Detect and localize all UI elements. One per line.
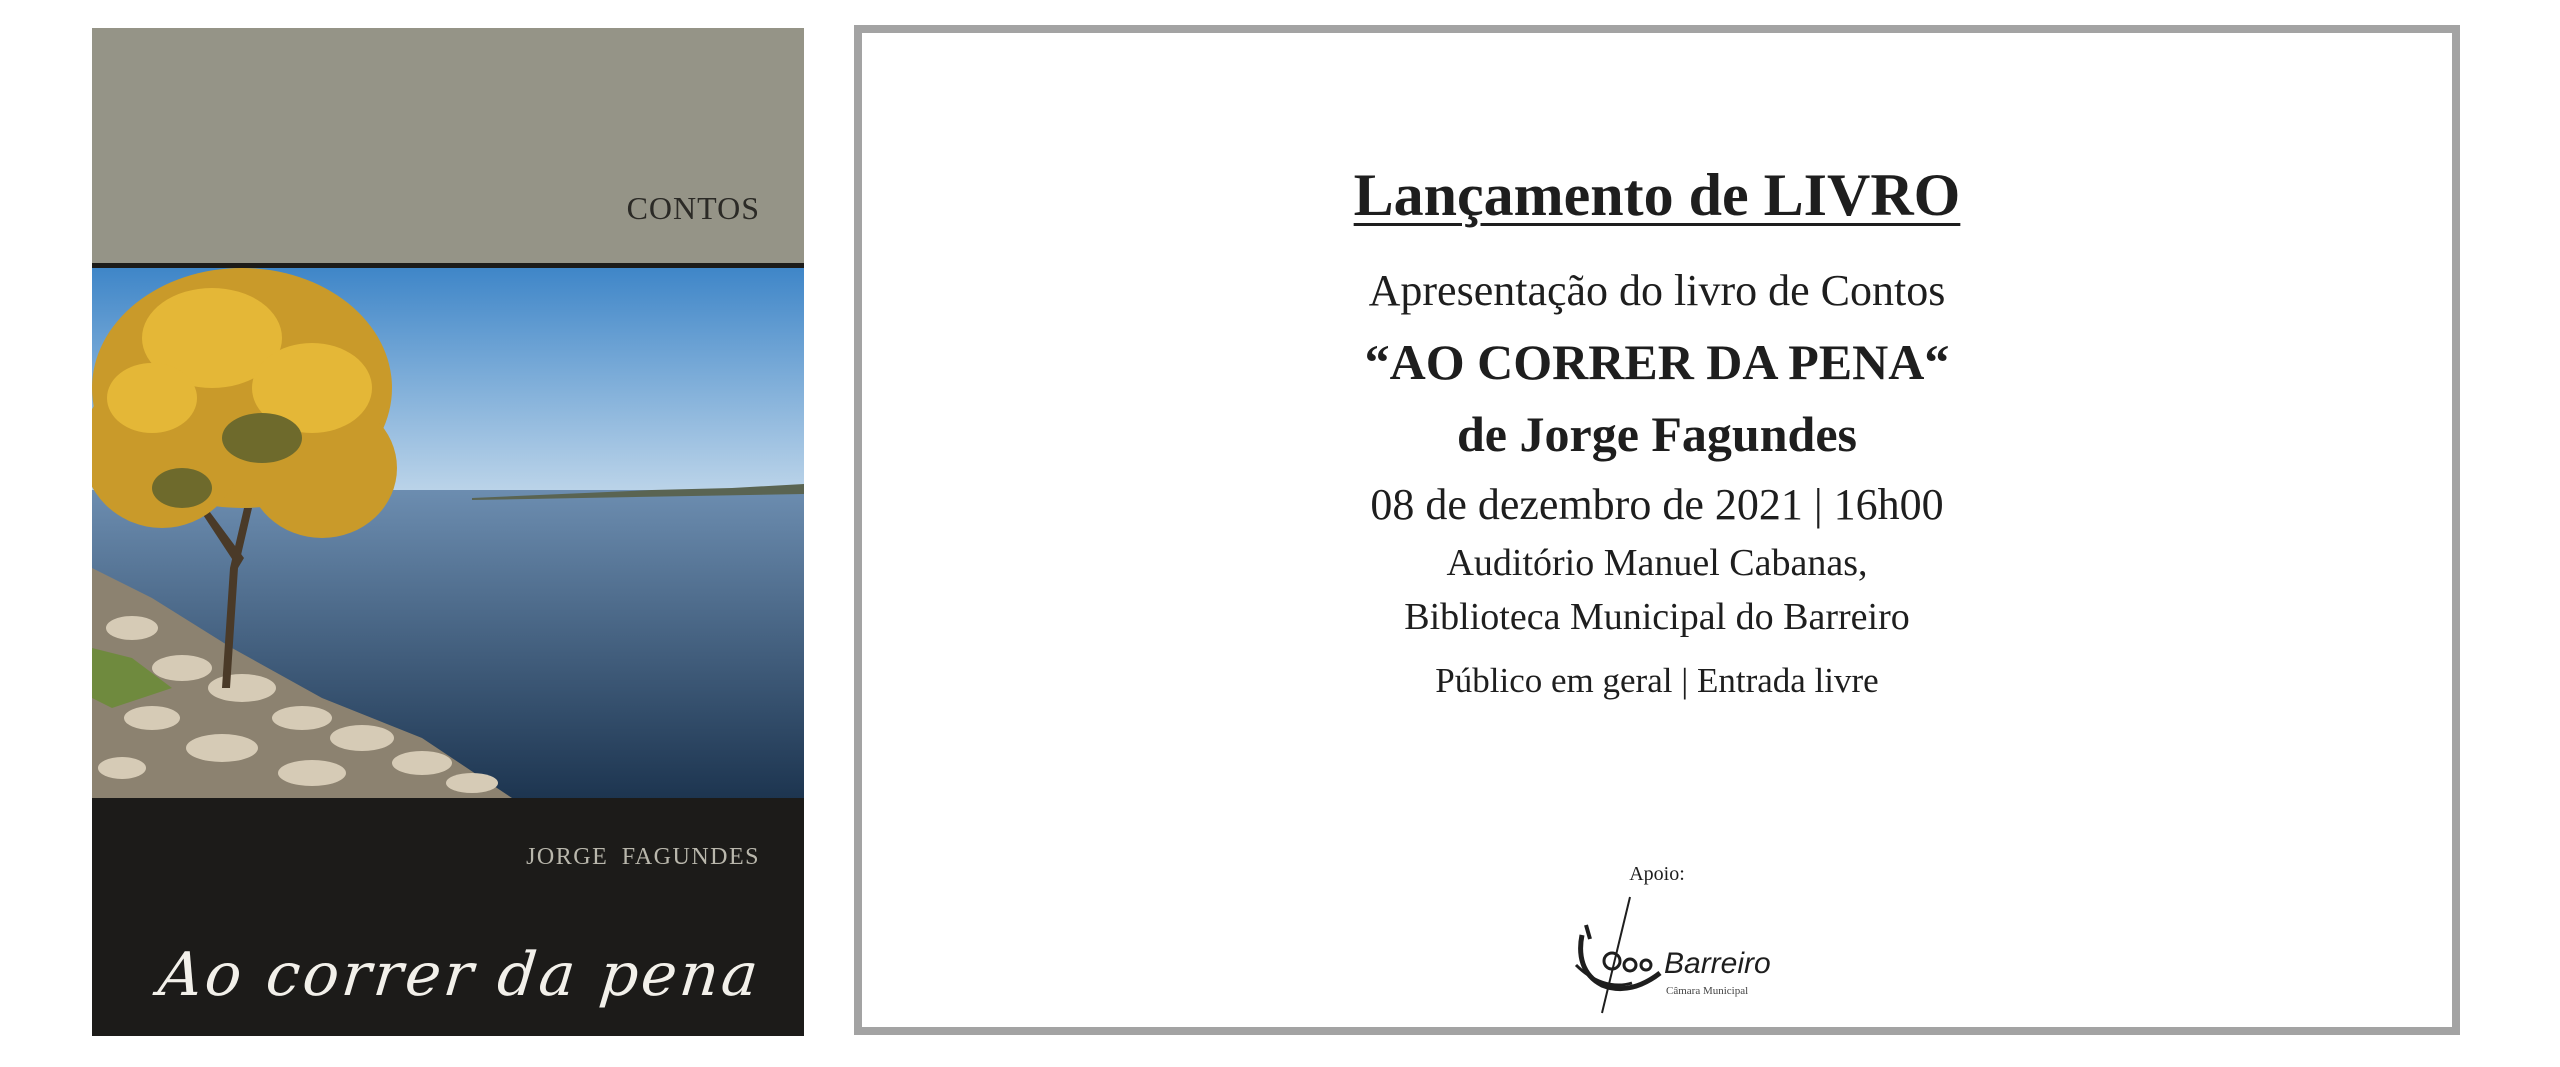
venue-line-1: Auditório Manuel Cabanas,	[1446, 542, 1868, 584]
audience-info: Público em geral | Entrada livre	[1435, 661, 1879, 700]
invitation-heading: Lançamento de LIVRO	[1353, 162, 1961, 228]
venue-line-2: Biblioteca Municipal do Barreiro	[1404, 596, 1910, 638]
invitation-subtitle: Apresentação do livro de Contos	[1368, 266, 1946, 315]
cover-top-band	[92, 28, 804, 263]
book-cover	[92, 28, 804, 1036]
cover-photo-illustration	[92, 268, 804, 798]
logo-name: Barreiro	[1664, 947, 1771, 980]
event-date-time: 08 de dezembro de 2021 | 16h00	[1370, 480, 1944, 529]
author-line: de Jorge Fagundes	[1457, 406, 1857, 462]
logo-subtitle: Câmara Municipal	[1666, 985, 1749, 997]
barreiro-emblem-icon	[1572, 895, 1664, 1015]
book-title: “AO CORRER DA PENA“	[1364, 334, 1950, 390]
barreiro-logo	[1572, 895, 1792, 1015]
cover-author: JORGE FAGUNDES	[526, 844, 760, 870]
cover-photo	[92, 268, 804, 798]
cover-genre: CONTOS	[626, 190, 760, 226]
cover-title: Ao correr da pena	[154, 940, 764, 1010]
invitation-card	[854, 25, 2460, 1035]
support-label: Apoio:	[1629, 863, 1685, 885]
